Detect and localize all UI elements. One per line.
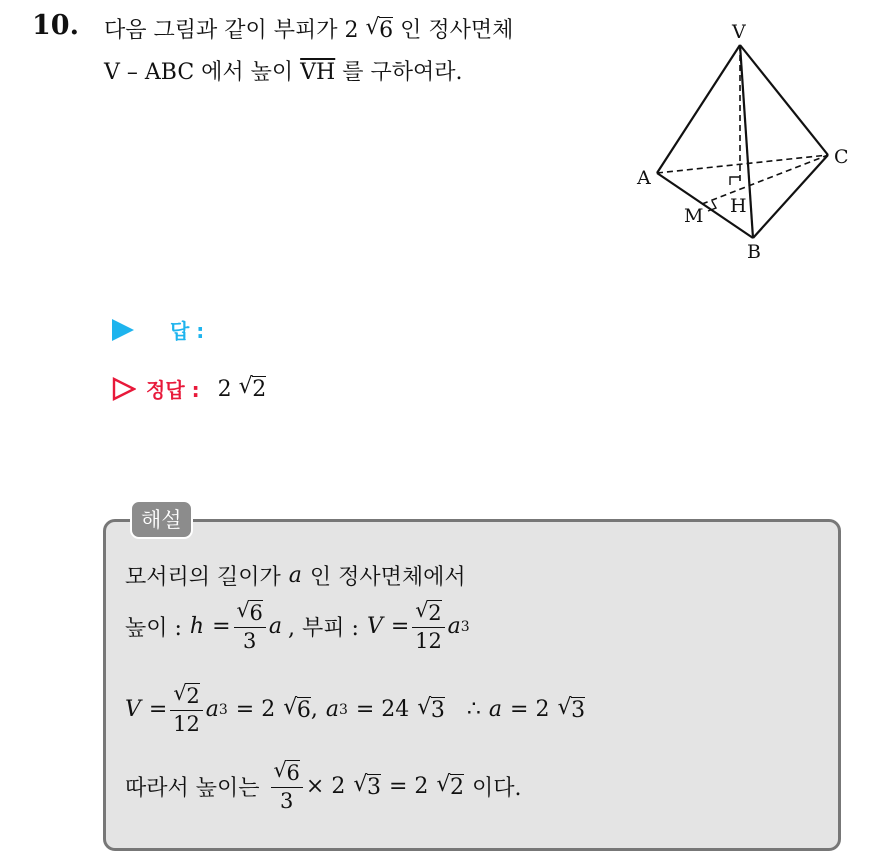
question-number: 10. (32, 10, 79, 41)
solution-text: = 2 (510, 697, 550, 722)
question-text: 를 구하여라. (342, 60, 463, 85)
var-a: a (488, 697, 503, 722)
solution-text: = 24 (355, 697, 410, 722)
segment-vh: $\overline{VH}$ (300, 60, 336, 85)
sqrt-symbol: √ 3 (417, 697, 445, 723)
median-mc (702, 155, 828, 204)
question-line-1 (104, 13, 513, 44)
edge-va (657, 45, 740, 173)
edge-ac-hidden (657, 155, 828, 173)
edge-bc (753, 155, 828, 238)
label-h: H (730, 195, 747, 217)
equals: = (212, 614, 231, 639)
label-m: M (684, 205, 704, 227)
var-a: a (288, 563, 302, 588)
question-text: 인 정사면체 (400, 18, 514, 43)
var-a: a (325, 697, 339, 722)
right-angle-mark-h (730, 177, 740, 185)
solution-tag: 해설 (130, 500, 193, 539)
solution-text: = 2 (388, 774, 429, 799)
equals: = (148, 697, 168, 722)
var-v: V (366, 614, 383, 639)
solution-line-3 (125, 683, 585, 736)
play-filled-icon (112, 319, 134, 341)
solution-text: × 2 (305, 774, 346, 799)
sqrt-symbol: √ 2 (436, 774, 464, 800)
fraction: √ $\frac{6}{3}$ (234, 600, 266, 653)
label-v: V (732, 21, 746, 43)
play-outline-icon (112, 377, 136, 401)
solution-text: , 부피 : (288, 616, 359, 641)
exponent: 3 (218, 701, 228, 718)
solution-text: 따라서 높이는 (125, 776, 260, 801)
solution-line-2 (125, 600, 470, 653)
sqrt-symbol: √ 3 (353, 774, 381, 800)
solution-line-4 (125, 760, 522, 813)
answer-row (112, 315, 204, 344)
label-a: A (637, 167, 651, 189)
exponent: 3 (460, 618, 470, 635)
fraction: √ $\frac{6}{3}$ (271, 760, 303, 813)
answer-label: 답 : (170, 319, 205, 343)
var-h: h (189, 614, 205, 639)
solution-text: = 2 (235, 697, 276, 722)
comma: , (310, 697, 318, 722)
correct-answer-label: 정답 : (146, 378, 200, 402)
var-v: V (125, 697, 141, 722)
label-b: B (747, 241, 761, 263)
solution-text: 이다. (472, 776, 522, 801)
fraction: √ $\frac{2}{12}$ (170, 683, 202, 736)
exponent: 3 (338, 701, 348, 718)
solution-text: 높이 : (125, 616, 182, 641)
solution-text: 모서리의 길이가 (125, 565, 281, 590)
equals: = (390, 614, 410, 639)
question-line-2 (104, 55, 463, 86)
var-a: a (268, 614, 283, 639)
sqrt-symbol: √ 6 (283, 697, 311, 723)
sqrt-symbol: √ 6 (366, 17, 394, 43)
var-a: a (447, 614, 461, 639)
edge-vc (740, 45, 828, 155)
question-text: V – ABC 에서 높이 (104, 60, 294, 85)
question-text: 다음 그림과 같이 부피가 2 (104, 18, 359, 43)
solution-text: 인 정사면체에서 (309, 565, 466, 590)
tetrahedron-figure (630, 15, 860, 265)
correct-answer-value: 2 √ 2 (218, 376, 267, 402)
therefore-symbol: ∴ (466, 697, 481, 722)
label-c: C (834, 146, 849, 168)
fraction: √ $\frac{2}{12}$ (412, 600, 444, 653)
correct-answer-row (112, 374, 266, 403)
var-a: a (205, 697, 219, 722)
solution-line-1 (125, 560, 466, 591)
sqrt-symbol: √ 3 (557, 697, 585, 723)
